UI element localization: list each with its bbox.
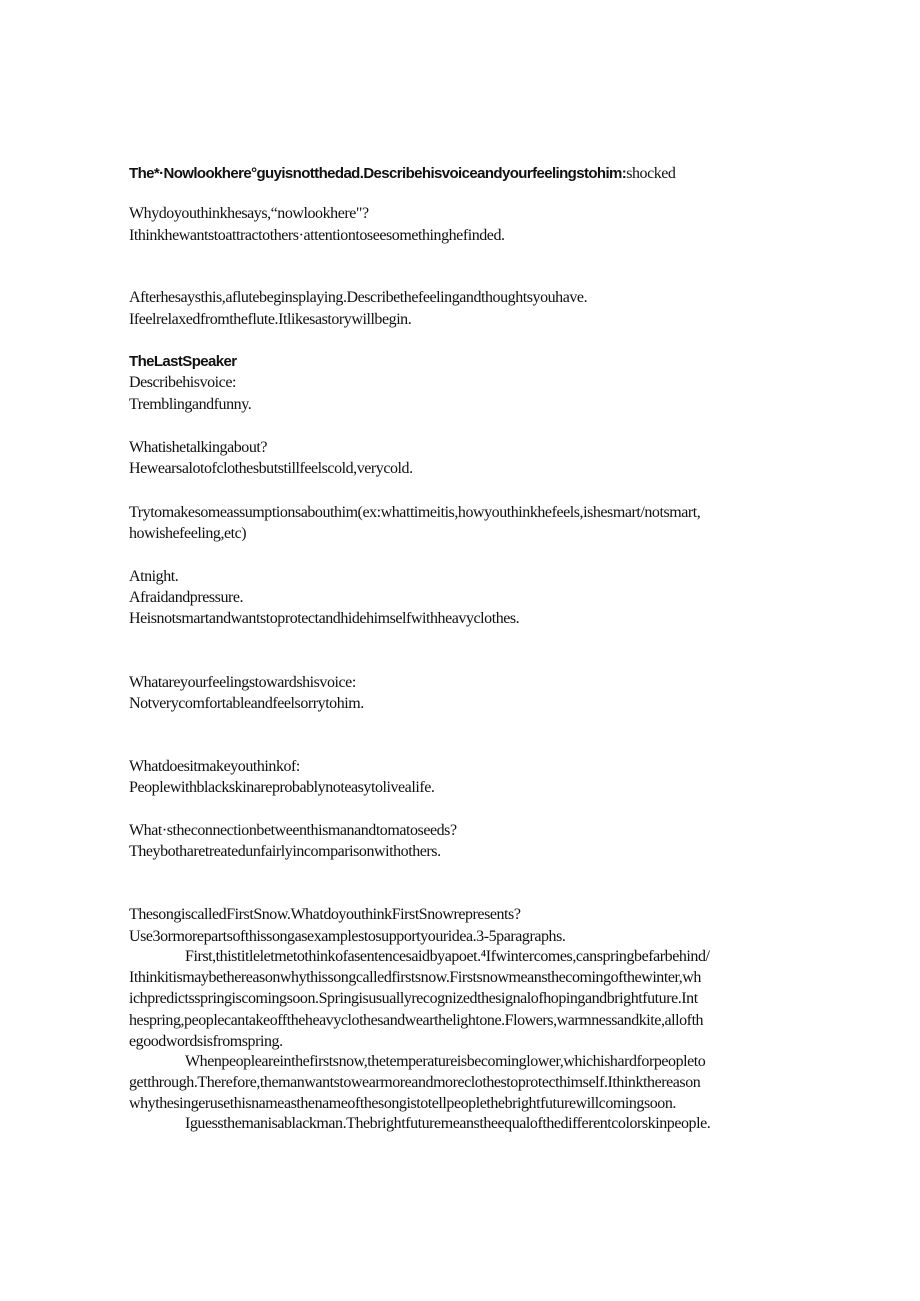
section-heading: TheLastSpeaker — [129, 353, 237, 370]
essay-line: hespring,peoplecantakeofftheheavyclothesandwearthelightone.Flowers,warmnessandkite,allofth — [129, 1012, 704, 1029]
answer: Ithinkhewantstoattractothers·attentiontoseesomethinghefinded. — [129, 227, 505, 244]
answer: Notverycomfortableandfeelsorrytohim. — [129, 695, 364, 712]
answer: Heisnotsmartandwantstoprotectandhidehimselfwithheavyclothes. — [129, 610, 520, 627]
question: Whydoyouthinkhesays,“nowlookhere"? — [129, 205, 369, 222]
question: Whatareyourfeelingstowardshisvoice: — [129, 674, 356, 691]
answer: Peoplewithblackskinareprobablynoteasytolivealife. — [129, 779, 435, 796]
question: Afterhesaysthis,aflutebeginsplaying.Describethefeelingandthoughtsyouhave. — [129, 289, 588, 306]
essay-line: Whenpeopleareinthefirstsnow,thetemperatureisbecominglower,whichishardforpeopleto — [185, 1053, 706, 1070]
essay-line: ichpredictsspringiscomingsoon.Springisusuallyrecognizedthesignalofhopingandbrightfuture.Int — [129, 990, 698, 1007]
answer: Tremblingandfunny. — [129, 396, 252, 413]
essay-line: Ithinkitismaybethereasonwhythissongcalledfirstsnow.Firstsnowmeansthecomingofthewinter,wh — [129, 969, 701, 986]
essay-line: Iguessthemanisablackman.Thebrightfuturemeanstheequalofthedifferentcolorskinpeople. — [185, 1115, 711, 1132]
question: Trytomakesomeassumptionsabouthim(ex:whattimeitis,howyouthinkhefeels,ishesmart/notsmart, — [129, 504, 701, 521]
answer: Afraidandpressure. — [129, 589, 244, 606]
question: Whatdoesitmakeyouthinkof: — [129, 758, 300, 775]
question: Describehisvoice: — [129, 374, 236, 391]
answer: Ifeelrelaxedfromtheflute.Itlikesastorywillbegin. — [129, 311, 412, 328]
question: Whatishetalkingabout? — [129, 439, 268, 456]
answer: Hewearsalotofclothesbutstillfeelscold,verycold. — [129, 460, 413, 477]
answer: Theybotharetreatedunfairlyincomparisonwithothers. — [129, 843, 441, 860]
question: What·stheconnectionbetweenthismanandtomatoseeds? — [129, 822, 457, 839]
essay-line: First,thistitleletmetothinkofasentencesaidbyapoet.⁴Ifwintercomes,canspringbefarbehind/ — [185, 948, 710, 965]
question: howishefeeling,etc) — [129, 525, 247, 542]
question-heading — [129, 164, 675, 184]
essay-line: whythesingerusethisnameasthenameofthesongistotellpeoplethebrightfuturewillcomingsoon. — [129, 1095, 676, 1112]
essay-line: getthrough.Therefore,themanwantstowearmoreandmoreclothestoprotecthimself.Ithinkthereason — [129, 1074, 701, 1091]
question: Use3ormorepartsofthissongasexamplestosupportyouridea.3-5paragraphs. — [129, 928, 566, 945]
answer: Atnight. — [129, 568, 179, 585]
answer-text: shocked — [626, 165, 676, 182]
question-text: The*·Nowlookhere°guyisnotthedad.Describehisvoiceandyourfeelingstohim: — [129, 165, 627, 182]
question: ThesongiscalledFirstSnow.WhatdoyouthinkFirstSnowrepresents? — [129, 906, 521, 923]
essay-line: egoodwordsisfromspring. — [129, 1033, 283, 1050]
